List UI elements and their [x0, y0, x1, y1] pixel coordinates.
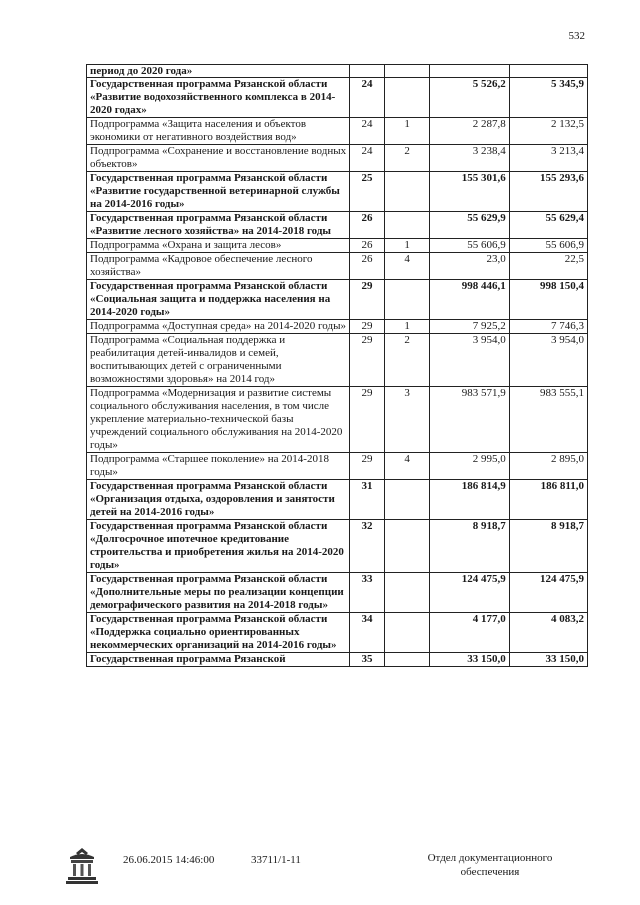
footer-department-line1: Отдел документационного [427, 852, 553, 864]
subprogram-code-cell [384, 653, 430, 667]
table-row [87, 172, 588, 212]
planned-amount-cell: 4 177,0 [430, 613, 509, 653]
budget-table [86, 64, 588, 667]
program-name-cell: Государственная программа Рязанской области «Развитие государственной ветеринарной службы на 2014-2016 годы» [87, 172, 350, 212]
subprogram-code-cell: 1 [384, 239, 430, 253]
subprogram-code-cell: 4 [384, 453, 430, 480]
footer-date: 26.06.2015 14:46:00 [123, 854, 215, 866]
executed-amount-cell [509, 65, 587, 78]
program-code-cell: 24 [350, 78, 385, 118]
table-row [87, 613, 588, 653]
program-code-cell: 29 [350, 334, 385, 387]
planned-amount-cell: 23,0 [430, 253, 509, 280]
subprogram-code-cell [384, 520, 430, 573]
program-code-cell: 33 [350, 573, 385, 613]
planned-amount-cell: 998 446,1 [430, 280, 509, 320]
executed-amount-cell: 55 606,9 [509, 239, 587, 253]
subprogram-code-cell: 2 [384, 145, 430, 172]
program-name-cell: Подпрограмма «Старшее поколение» на 2014-2018 годы» [87, 453, 350, 480]
executed-amount-cell: 186 811,0 [509, 480, 587, 520]
subprogram-code-cell [384, 65, 430, 78]
program-code-cell: 29 [350, 387, 385, 453]
program-code-cell: 24 [350, 118, 385, 145]
program-name-cell: Государственная программа Рязанской области «Поддержка социально ориентированных некоммерческих организаций на 2014-2016 годы» [87, 613, 350, 653]
executed-amount-cell: 22,5 [509, 253, 587, 280]
subprogram-code-cell [384, 212, 430, 239]
table-row [87, 65, 588, 78]
planned-amount-cell: 55 606,9 [430, 239, 509, 253]
subprogram-code-cell [384, 480, 430, 520]
program-name-cell: Государственная программа Рязанской области «Развитие лесного хозяйства» на 2014-2018 годы [87, 212, 350, 239]
program-code-cell: 29 [350, 320, 385, 334]
footer-department [410, 851, 570, 879]
subprogram-code-cell [384, 573, 430, 613]
program-code-cell: 29 [350, 280, 385, 320]
table-row [87, 573, 588, 613]
table-row [87, 453, 588, 480]
table-row [87, 145, 588, 172]
table-row [87, 520, 588, 573]
executed-amount-cell: 8 918,7 [509, 520, 587, 573]
program-code-cell: 26 [350, 239, 385, 253]
program-name-cell: Государственная программа Рязанской области «Развитие водохозяйственного комплекса в 2014-2020 годах» [87, 78, 350, 118]
planned-amount-cell: 55 629,9 [430, 212, 509, 239]
program-name-cell: Государственная программа Рязанской [87, 653, 350, 667]
executed-amount-cell: 124 475,9 [509, 573, 587, 613]
subprogram-code-cell: 2 [384, 334, 430, 387]
subprogram-code-cell [384, 613, 430, 653]
table-row [87, 212, 588, 239]
table-row [87, 334, 588, 387]
program-code-cell: 29 [350, 453, 385, 480]
program-name-cell: Подпрограмма «Охрана и защита лесов» [87, 239, 350, 253]
planned-amount-cell [430, 65, 509, 78]
page-number: 532 [568, 30, 585, 42]
program-code-cell: 31 [350, 480, 385, 520]
program-name-cell: Подпрограмма «Модернизация и развитие системы социального обслуживания населения, в том числе укрепление материально-технической базы учреждений социального обслуживания на 2014-2020 годы» [87, 387, 350, 453]
planned-amount-cell: 7 925,2 [430, 320, 509, 334]
planned-amount-cell: 983 571,9 [430, 387, 509, 453]
program-name-cell: Подпрограмма «Кадровое обеспечение лесного хозяйства» [87, 253, 350, 280]
subprogram-code-cell: 4 [384, 253, 430, 280]
table-row [87, 320, 588, 334]
planned-amount-cell: 155 301,6 [430, 172, 509, 212]
budget-table-body [87, 65, 588, 667]
planned-amount-cell: 3 954,0 [430, 334, 509, 387]
subprogram-code-cell [384, 78, 430, 118]
program-code-cell: 26 [350, 253, 385, 280]
table-row [87, 480, 588, 520]
program-name-cell: Государственная программа Рязанской области «Дополнительные меры по реализации концепции демографического развития на 2014-2018 годы» [87, 573, 350, 613]
table-row [87, 280, 588, 320]
planned-amount-cell: 5 526,2 [430, 78, 509, 118]
subprogram-code-cell: 3 [384, 387, 430, 453]
program-code-cell: 25 [350, 172, 385, 212]
executed-amount-cell: 5 345,9 [509, 78, 587, 118]
table-row [87, 118, 588, 145]
program-name-cell: Подпрограмма «Социальная поддержка и реабилитация детей-инвалидов и семей, воспитывающих детей с ограниченными возможностями здоровья» на 2014 год» [87, 334, 350, 387]
program-code-cell: 24 [350, 145, 385, 172]
program-code-cell: 26 [350, 212, 385, 239]
program-name-cell: Государственная программа Рязанской области «Организация отдыха, оздоровления и занятости детей на 2014-2016 годы» [87, 480, 350, 520]
table-row [87, 78, 588, 118]
planned-amount-cell: 8 918,7 [430, 520, 509, 573]
program-name-cell: Государственная программа Рязанской области «Долгосрочное ипотечное кредитование строительства и приобретения жилья на 2014-2020 годы» [87, 520, 350, 573]
executed-amount-cell: 7 746,3 [509, 320, 587, 334]
executed-amount-cell: 3 954,0 [509, 334, 587, 387]
executed-amount-cell: 998 150,4 [509, 280, 587, 320]
planned-amount-cell: 3 238,4 [430, 145, 509, 172]
program-code-cell: 32 [350, 520, 385, 573]
executed-amount-cell: 55 629,4 [509, 212, 587, 239]
program-name-cell: период до 2020 года» [87, 65, 350, 78]
executed-amount-cell: 2 132,5 [509, 118, 587, 145]
planned-amount-cell: 2 995,0 [430, 453, 509, 480]
footer-department-line2: обеспечения [460, 866, 520, 878]
executed-amount-cell: 3 213,4 [509, 145, 587, 172]
planned-amount-cell: 33 150,0 [430, 653, 509, 667]
program-name-cell: Подпрограмма «Доступная среда» на 2014-2020 годы» [87, 320, 350, 334]
subprogram-code-cell [384, 172, 430, 212]
table-row [87, 387, 588, 453]
executed-amount-cell: 155 293,6 [509, 172, 587, 212]
table-row [87, 653, 588, 667]
table-row [87, 253, 588, 280]
footer-document-number: 33711/1-11 [251, 854, 301, 866]
program-name-cell: Подпрограмма «Защита населения и объектов экономики от негативного воздействия вод» [87, 118, 350, 145]
executed-amount-cell: 983 555,1 [509, 387, 587, 453]
coat-of-arms-icon [64, 846, 100, 886]
subprogram-code-cell: 1 [384, 320, 430, 334]
program-code-cell: 35 [350, 653, 385, 667]
subprogram-code-cell: 1 [384, 118, 430, 145]
executed-amount-cell: 33 150,0 [509, 653, 587, 667]
planned-amount-cell: 124 475,9 [430, 573, 509, 613]
program-code-cell: 34 [350, 613, 385, 653]
program-name-cell: Подпрограмма «Сохранение и восстановление водных объектов» [87, 145, 350, 172]
planned-amount-cell: 2 287,8 [430, 118, 509, 145]
planned-amount-cell: 186 814,9 [430, 480, 509, 520]
program-name-cell: Государственная программа Рязанской области «Социальная защита и поддержка населения на 2014-2020 годы» [87, 280, 350, 320]
executed-amount-cell: 2 895,0 [509, 453, 587, 480]
program-code-cell [350, 65, 385, 78]
executed-amount-cell: 4 083,2 [509, 613, 587, 653]
subprogram-code-cell [384, 280, 430, 320]
table-row [87, 239, 588, 253]
